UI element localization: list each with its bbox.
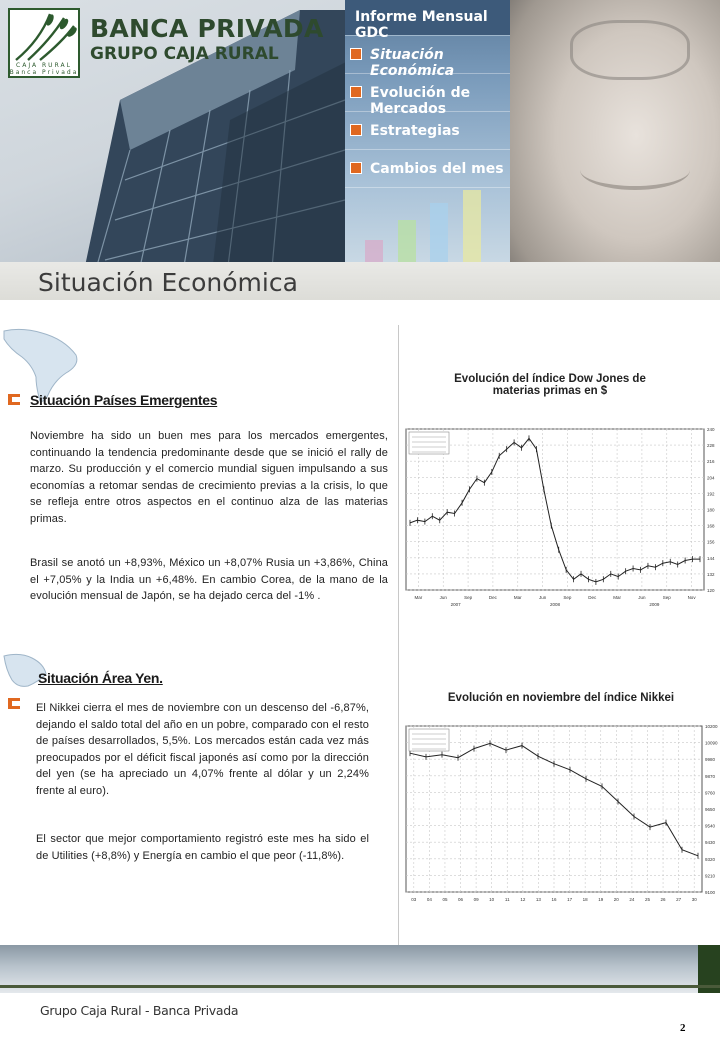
x-group-label: 2008: [549, 602, 561, 607]
x-tick-label: 09: [473, 897, 479, 902]
nikkei-november-chart: [402, 722, 718, 908]
y-tick-label: 168: [707, 523, 715, 529]
y-tick-label: 9540: [705, 823, 716, 829]
menu-item-evolucion-mercados[interactable]: [345, 76, 510, 117]
decorative-bar-graphic: [360, 185, 510, 265]
x-tick-label: Sep: [563, 595, 572, 600]
y-tick-label: 132: [707, 571, 715, 577]
x-tick-label: Dec: [588, 595, 597, 600]
y-tick-label: 9870: [705, 773, 716, 779]
legend-box: [409, 432, 449, 454]
legend-box: [409, 729, 449, 751]
smile-shape: [580, 150, 690, 190]
x-tick-label: 06: [458, 897, 464, 902]
x-tick-label: 05: [442, 897, 448, 902]
menu-item-label: Evolución de Mercados: [370, 85, 471, 117]
y-tick-label: 156: [707, 539, 715, 545]
menu-item-label: Situación Económica: [370, 47, 455, 79]
x-tick-label: Mar: [414, 595, 423, 600]
x-tick-label: Jun: [439, 595, 447, 600]
menu-item-label: Estrategias: [370, 123, 460, 139]
paragraph-emergentes-1: Noviembre ha sido un buen mes para los mercados emergentes, continuando la tendencia predominante desde que se inició el rally de marzo. Su producción y el comercio mundial siguen impulsando a sus economías a retomar sendas de crecimiento previas a la crisis, lo que se refleja entre otros aspectos en el continuo alza de las materias primas.: [30, 430, 388, 525]
footer-rule: [0, 985, 720, 988]
y-tick-label: 10090: [705, 740, 718, 746]
y-tick-label: 9210: [705, 873, 716, 879]
x-tick-label: 03: [411, 897, 417, 902]
wheat-icon: [10, 10, 78, 62]
chart-title-dow-jones: Evolución del índice Dow Jones de materias primas en $: [454, 373, 646, 397]
y-tick-label: 9430: [705, 840, 716, 846]
brand-name: BANCA PRIVADA: [90, 14, 324, 43]
column-divider: [398, 325, 399, 945]
y-tick-label: 10200: [705, 724, 718, 729]
businessman-photo: [510, 0, 720, 300]
x-tick-label: 12: [520, 897, 526, 902]
x-group-label: 2009: [649, 602, 660, 607]
x-tick-label: Jun: [538, 595, 547, 600]
x-tick-label: 16: [551, 897, 557, 902]
section-title-emergentes: Situación Países Emergentes: [30, 392, 218, 408]
x-group-label: 2007: [450, 602, 461, 607]
x-tick-label: 24: [629, 897, 635, 902]
menu-item-cambios-mes[interactable]: [345, 152, 510, 188]
y-tick-label: 9320: [705, 856, 716, 862]
paragraph-emergentes-2: Brasil se anotó un +8,93%, México un +8,07% Rusia un +3,86%, China el +7,05% y la India un +6,48%. En cambio Corea, de la mano de la evolución mensual de Japón, se ha dejado cerca del -1% .: [30, 557, 388, 603]
y-tick-label: 9100: [705, 890, 716, 895]
x-tick-label: Nov: [687, 595, 696, 600]
y-tick-label: 9650: [705, 807, 716, 812]
paragraph-yen-1: El Nikkei cierra el mes de noviembre con un descenso del -6,87%, dejando el saldo total del año en un pobre, comparado con el resto de países desarrollados, 5,5%. Los mercados están cada vez más preocupados por el déficit fiscal japonés así como por la dirección del yen (se ha apreciado un 4,07% frente al dólar y un 2,24% frente al euro).: [36, 702, 369, 797]
logo-caption-line2: Banca Privada: [9, 69, 79, 76]
y-tick-label: 9760: [705, 790, 716, 796]
x-tick-label: 30: [691, 897, 697, 902]
y-tick-label: 120: [707, 588, 715, 593]
orange-bullet-icon: [8, 698, 20, 709]
x-tick-label: 27: [676, 897, 682, 902]
x-tick-label: 26: [660, 897, 666, 902]
x-tick-label: Jun: [638, 595, 646, 600]
y-tick-label: 216: [707, 459, 715, 465]
y-tick-label: 180: [707, 507, 715, 513]
dow-jones-commodities-chart: [402, 425, 718, 608]
y-tick-label: 9980: [705, 757, 716, 763]
y-tick-label: 240: [707, 427, 715, 432]
menu-item-estrategias[interactable]: [345, 114, 510, 150]
x-tick-label: Sep: [662, 595, 671, 600]
logo-caption-line1: CAJA RURAL: [16, 62, 72, 69]
page-title: Situación Económica: [38, 268, 298, 297]
orange-square-icon: [350, 124, 362, 136]
glasses-shape: [570, 20, 690, 80]
x-tick-label: 19: [598, 897, 604, 902]
logo-caption: [8, 62, 80, 76]
x-tick-label: 11: [504, 897, 510, 902]
x-tick-label: Mar: [613, 595, 621, 600]
x-tick-label: Mar: [513, 595, 522, 600]
brand-subname: GRUPO CAJA RURAL: [90, 44, 279, 64]
y-tick-label: 204: [707, 475, 715, 481]
menu-item-situacion-economica[interactable]: [345, 38, 510, 79]
x-tick-label: 10: [489, 897, 495, 902]
orange-square-icon: [350, 48, 362, 60]
paragraph-yen-2: El sector que mejor comportamiento registró este mes ha sido el de Utilities (+8,8%) y Energía en cambio el que peor (-11,8%).: [36, 833, 369, 862]
y-tick-label: 144: [707, 555, 715, 561]
x-tick-label: Dec: [488, 595, 497, 600]
orange-square-icon: [350, 162, 362, 174]
y-tick-label: 192: [707, 491, 715, 497]
header-banner: [0, 0, 720, 300]
orange-square-icon: [350, 86, 362, 98]
menu-header-label: Informe Mensual GDC: [355, 9, 488, 41]
menu-header: [345, 0, 510, 41]
x-tick-label: 18: [582, 897, 588, 902]
orange-bullet-icon: [8, 394, 20, 405]
y-tick-label: 228: [707, 443, 715, 449]
x-tick-label: 04: [426, 897, 432, 902]
footer-label: Grupo Caja Rural - Banca Privada: [40, 1003, 239, 1018]
x-tick-label: 13: [535, 897, 541, 902]
page-number: 2: [680, 1022, 686, 1034]
x-tick-label: 20: [613, 897, 619, 902]
x-tick-label: 25: [644, 897, 650, 902]
section-title-yen: Situación Área Yen.: [38, 670, 163, 686]
menu-item-label: Cambios del mes: [370, 161, 504, 177]
x-tick-label: Sep: [464, 595, 473, 600]
chart-title-nikkei: Evolución en noviembre del índice Nikkei: [447, 692, 675, 704]
x-tick-label: 17: [567, 897, 573, 902]
